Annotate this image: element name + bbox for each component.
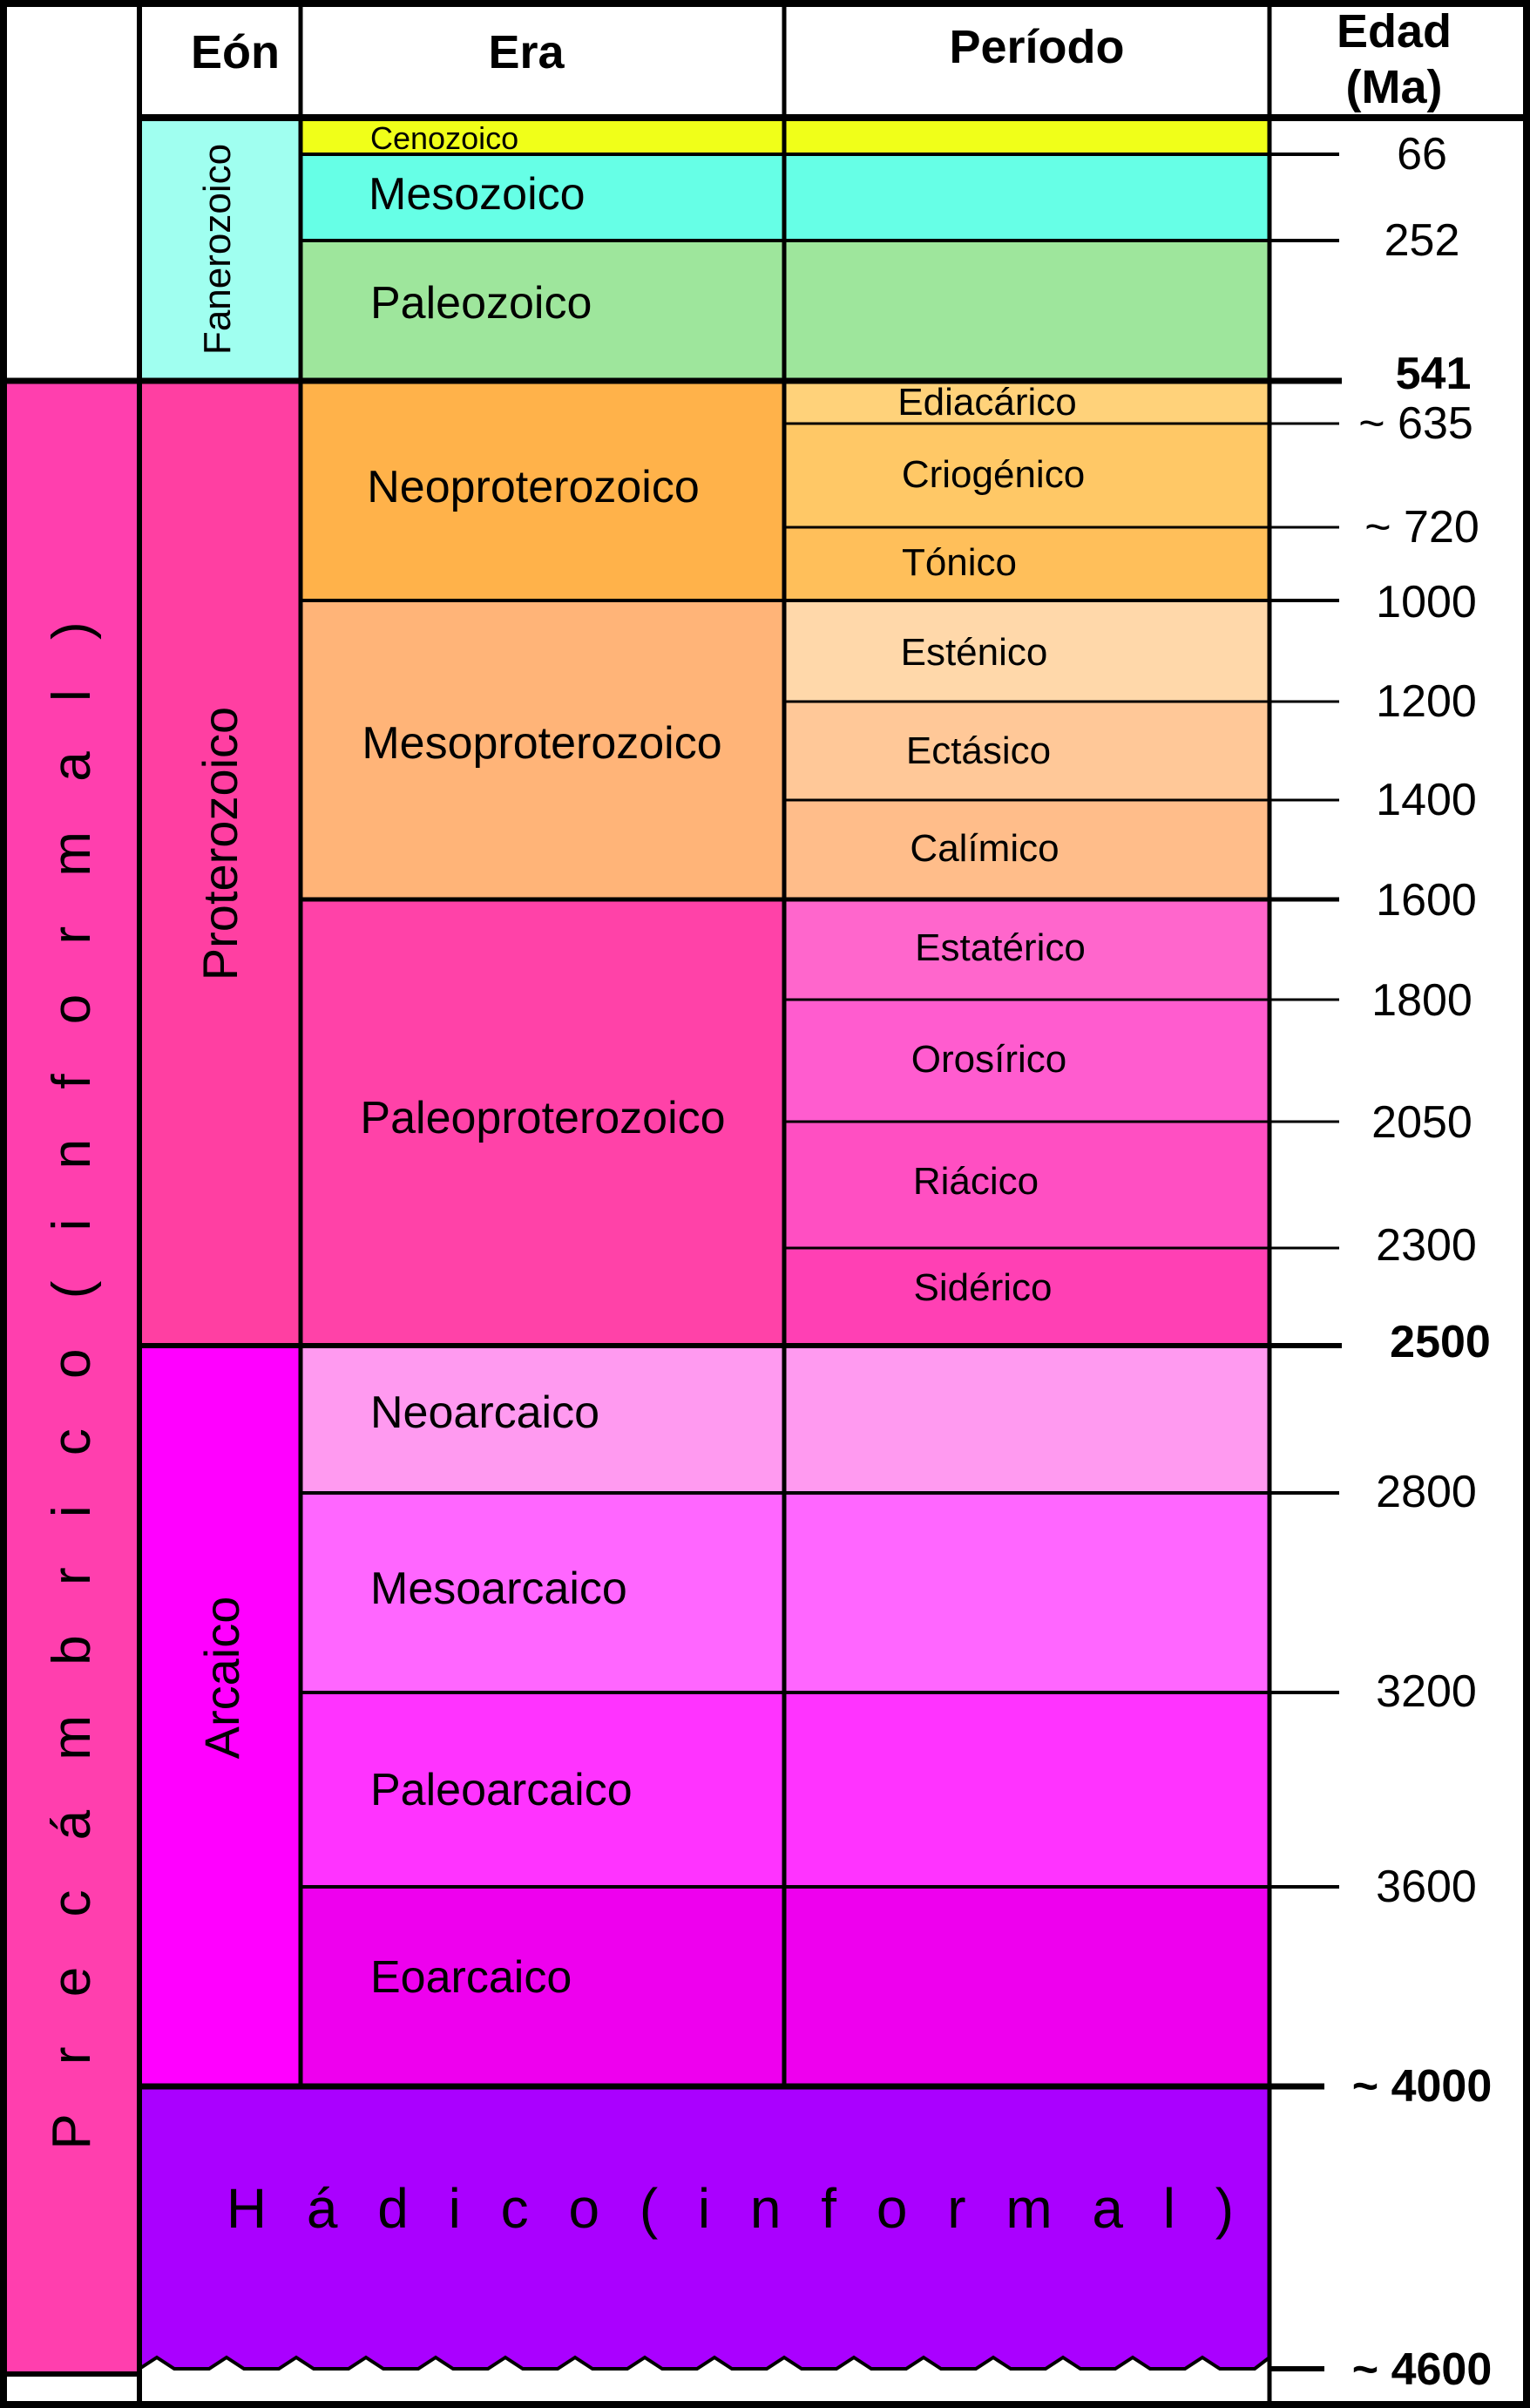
age-4000: ~ 4000 (1351, 2061, 1493, 2112)
tonico-label: Tónico (901, 541, 1018, 584)
proterozoico-label: Proterozoico (193, 706, 247, 981)
paleoarcaico-label: Paleoarcaico (370, 1765, 633, 1815)
paleoproterozoico-label: Paleoproterozoico (360, 1093, 726, 1143)
arcaico-label: Arcaico (194, 1596, 249, 1760)
ediacarico-label: Ediacárico (897, 381, 1077, 424)
precambrian-label: P r e c á m b r i c o ( i n f o r m a l ) (42, 604, 102, 2150)
age-2500: 2500 (1390, 1317, 1491, 1367)
age-1400: 1400 (1376, 775, 1477, 825)
age-1000: 1000 (1376, 577, 1477, 627)
header-era: Era (488, 26, 565, 78)
age-720: ~ 720 (1364, 502, 1479, 553)
neoarcaico-label: Neoarcaico (370, 1387, 600, 1438)
age-3200: 3200 (1376, 1666, 1477, 1717)
tonico-block (784, 527, 1269, 600)
header-eon: Eón (191, 26, 280, 78)
calimico-label: Calímico (910, 827, 1059, 870)
orosirico-label: Orosírico (911, 1038, 1067, 1081)
ectasico-label: Ectásico (905, 729, 1052, 772)
age-1800: 1800 (1371, 975, 1472, 1026)
paleozoico-label: Paleozoico (370, 278, 592, 329)
age-252: 252 (1384, 215, 1460, 266)
age-66: 66 (1397, 129, 1447, 180)
estenico-label: Esténico (900, 631, 1048, 674)
header-period: Período (949, 21, 1125, 73)
mesoarcaico-label: Mesoarcaico (370, 1564, 627, 1614)
estaterico-label: Estatérico (915, 926, 1086, 969)
age-541: 541 (1395, 349, 1472, 399)
age-1200: 1200 (1376, 676, 1477, 727)
age-2300: 2300 (1376, 1220, 1477, 1271)
cenozoico-label: Cenozoico (370, 120, 519, 156)
age-1600: 1600 (1376, 875, 1477, 926)
age-4600: ~ 4600 (1351, 2344, 1493, 2395)
mesoproterozoico-label: Mesoproterozoico (362, 718, 722, 769)
header-age-line2: (Ma) (1345, 61, 1443, 113)
riacico-label: Riácico (912, 1160, 1039, 1203)
neoproterozoico-label: Neoproterozoico (367, 462, 700, 512)
criogenico-label: Criogénico (901, 453, 1086, 496)
siderico-label: Sidérico (913, 1266, 1053, 1309)
fanerozoico-label: Fanerozoico (196, 143, 239, 356)
age-2050: 2050 (1371, 1097, 1472, 1148)
age-3600: 3600 (1376, 1862, 1477, 1912)
mesozoico-label: Mesozoico (369, 169, 586, 220)
header-age-line1: Edad (1336, 5, 1452, 58)
eoarcaico-label: Eoarcaico (370, 1952, 572, 2003)
age-635: ~ 635 (1358, 398, 1473, 449)
age-2800: 2800 (1376, 1467, 1477, 1517)
hadico-label: H á d i c o ( i n f o r m a l ) (226, 2177, 1247, 2240)
